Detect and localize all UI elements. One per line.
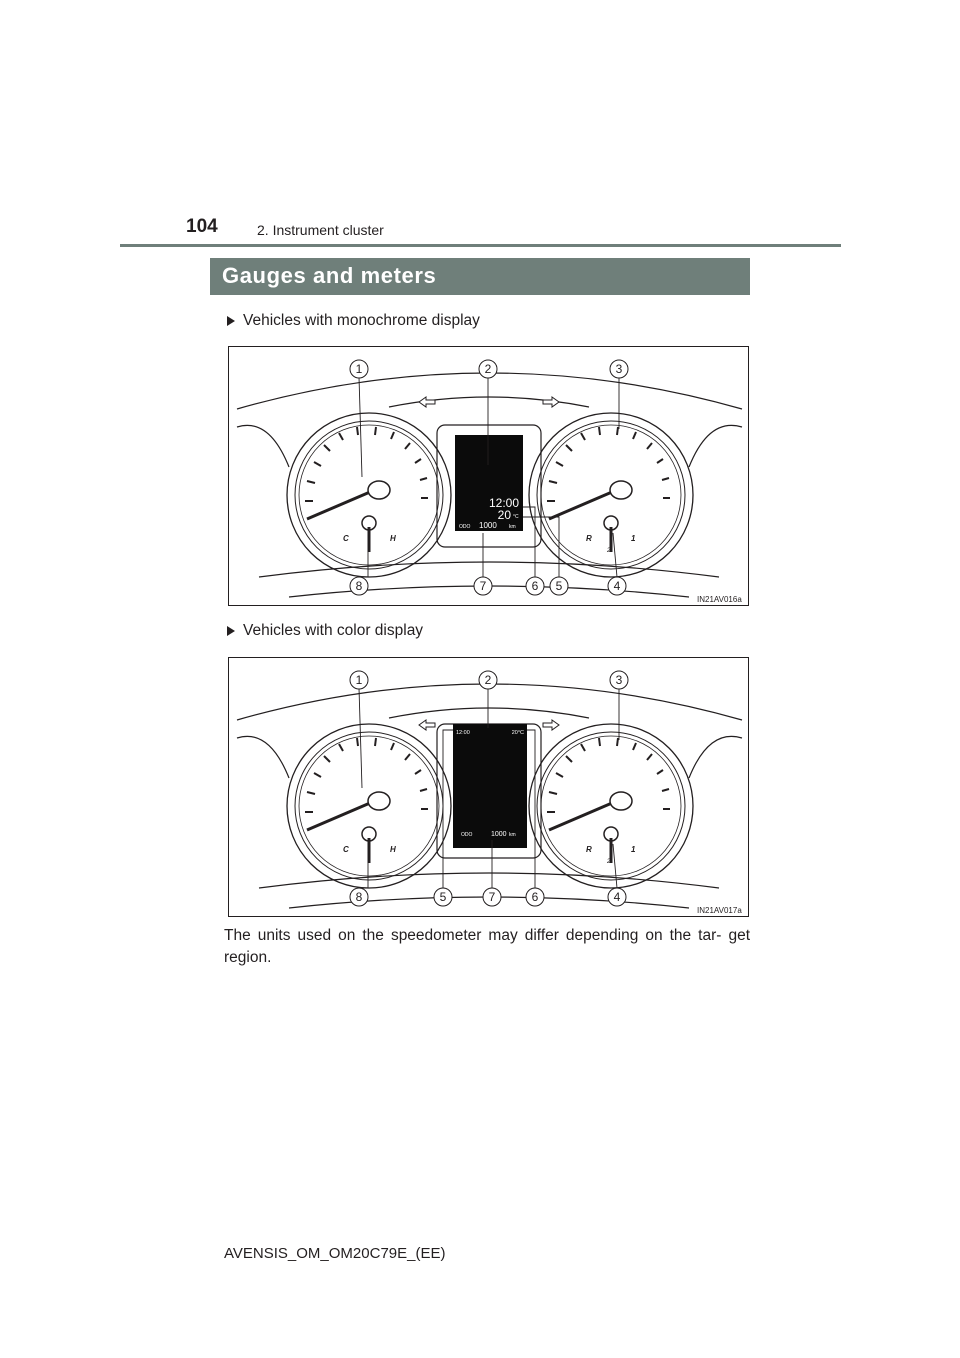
callout-8: 8 (355, 579, 363, 593)
dash-left-edge (237, 736, 289, 778)
callout-5: 5 (555, 579, 563, 593)
display-odo-label: ODO (461, 832, 473, 838)
dash-lower-curve (259, 873, 719, 888)
turn-left-arrow-icon (419, 720, 435, 730)
callout-6: 6 (531, 579, 539, 593)
figure-code: IN21AV016a (697, 595, 742, 604)
temp-cold-label: C (343, 845, 349, 854)
fuel-half-label: 2 (607, 859, 611, 865)
figure-color-cluster (228, 657, 749, 917)
dash-outline (237, 373, 742, 409)
callout-4: 4 (613, 890, 621, 904)
color-display (453, 724, 527, 848)
display-odo-value: 1000 (491, 831, 507, 838)
callout-1: 1 (355, 362, 363, 376)
display-temp: 20 (497, 508, 511, 522)
figure-code: IN21AV017a (697, 906, 742, 915)
callout-4: 4 (613, 579, 621, 593)
speedometer (287, 724, 451, 888)
bullet-color (227, 622, 423, 640)
callout-7: 7 (479, 579, 487, 593)
dash-right-edge (689, 425, 742, 467)
heading-banner (210, 258, 750, 295)
turn-left-arrow-icon (419, 397, 435, 407)
temp-hot-label: H (390, 845, 396, 854)
dash-lower-curve (259, 562, 719, 577)
tachometer (529, 724, 693, 888)
display-time: 12:00 (488, 496, 519, 510)
display-odo-label: ODO (459, 524, 471, 530)
display-odo-unit: km (509, 524, 516, 530)
bullet-monochrome (227, 312, 480, 330)
display-temp-unit: °C (513, 514, 519, 520)
callout-2: 2 (484, 673, 492, 687)
display-time: 12:00 (456, 730, 470, 736)
hood-top (389, 708, 589, 718)
callout-2: 2 (484, 362, 492, 376)
dash-right-edge (689, 736, 742, 778)
callout-6: 6 (531, 890, 539, 904)
turn-right-arrow-icon (543, 397, 559, 407)
triangle-bullet-icon (227, 316, 235, 326)
temp-cold-label: C (343, 534, 349, 543)
footer-doc-id: AVENSIS_OM_OM20C79E_(EE) (224, 1245, 446, 1262)
heading-title: Gauges and meters (222, 263, 437, 288)
turn-right-arrow-icon (543, 720, 559, 730)
dash-outline (237, 684, 742, 720)
tachometer (529, 413, 693, 577)
callout-8: 8 (355, 890, 363, 904)
callout-7: 7 (488, 890, 496, 904)
section-title: 2. Instrument cluster (257, 222, 384, 238)
callout-3: 3 (615, 673, 623, 687)
bullet-label: Vehicles with color display (243, 622, 424, 639)
fuel-half-label: 2 (607, 548, 611, 554)
callout-5: 5 (439, 890, 447, 904)
fuel-reserve-label: R (586, 534, 592, 543)
temp-hot-label: H (390, 534, 396, 543)
body-paragraph: The units used on the speedometer may differ depending on the tar- get region. (224, 927, 750, 966)
header-rule (120, 244, 841, 247)
fuel-full-label: 1 (631, 845, 636, 854)
cluster-illustration-mono (229, 347, 749, 606)
page-number: 104 (186, 216, 218, 237)
figure-monochrome-cluster (228, 346, 749, 606)
callout-3: 3 (615, 362, 623, 376)
display-temp: 20°C (511, 730, 524, 736)
bullet-label: Vehicles with monochrome display (243, 312, 480, 329)
triangle-bullet-icon (227, 626, 235, 636)
callout-1: 1 (355, 673, 363, 687)
speedometer (287, 413, 451, 577)
fuel-reserve-label: R (586, 845, 592, 854)
cluster-illustration-color (229, 658, 749, 917)
dash-left-edge (237, 425, 289, 467)
display-odo-value: 1000 (479, 521, 497, 530)
fuel-full-label: 1 (631, 534, 636, 543)
display-odo-unit: km (509, 832, 516, 838)
